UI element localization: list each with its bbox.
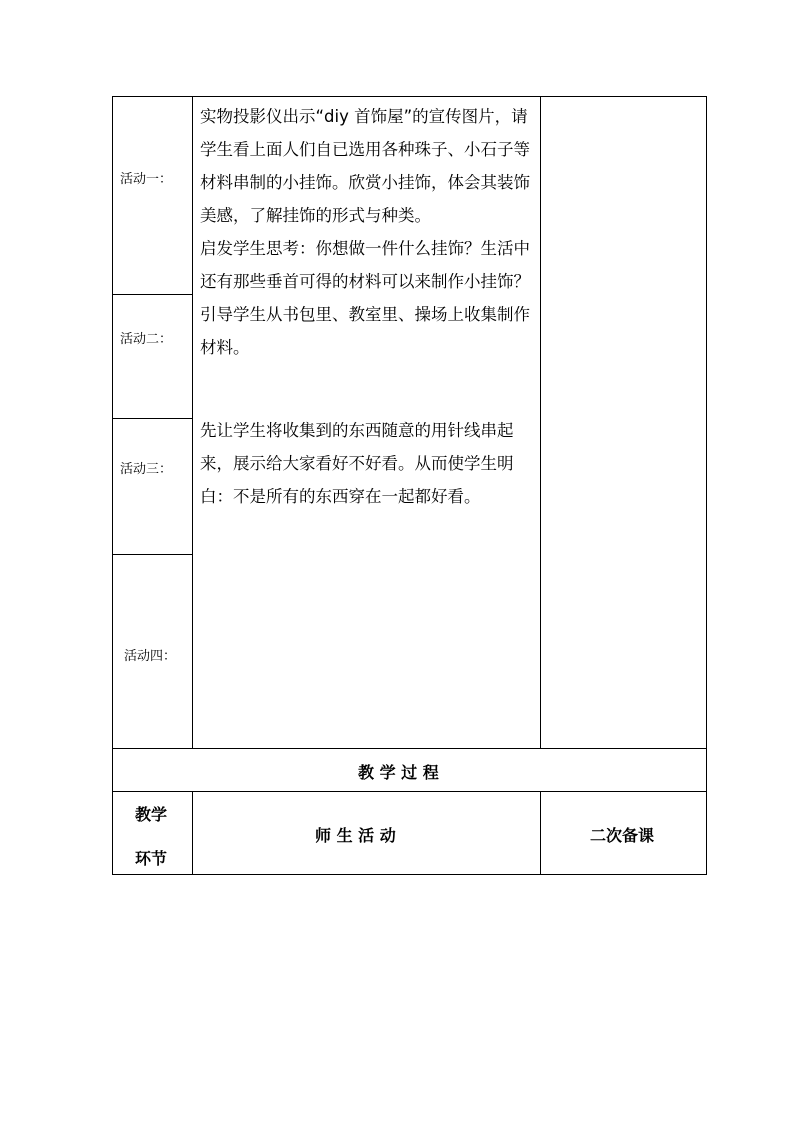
activity-3-label: 活动三： (120, 462, 173, 477)
activity-paragraph-4: 先让学生将收集到的东西随意的用针线串起来，展示给大家看好不好看。从而使学生明白：不是所有的东西穿在一起都好看。 (200, 421, 514, 506)
activity-2-label: 活动二： (120, 332, 173, 347)
column-divider-right (540, 96, 541, 748)
header-divider-left (192, 791, 193, 875)
teaching-stage-header-line1: 教学 (135, 805, 168, 824)
teacher-student-activity-header: 师 生 活 动 (315, 826, 396, 845)
activity-paragraph-3: 引导学生从书包里、教室里、操场上收集制作材料。 (200, 305, 530, 357)
activity-1-label: 活动一： (120, 172, 173, 187)
paragraph-spacer (200, 364, 540, 414)
header-divider-right (540, 791, 541, 875)
row-divider-process (112, 748, 707, 749)
row-divider-header (112, 791, 707, 792)
activity-4-label: 活动四： (124, 649, 177, 664)
teaching-stage-header-line2: 环节 (135, 849, 168, 868)
column-divider-left (192, 96, 193, 748)
activity-divider-1 (112, 294, 192, 295)
lesson-plan-table (112, 96, 707, 875)
teacher-student-activities (200, 100, 540, 513)
activity-paragraph-1: 实物投影仪出示“diy 首饰屋”的宣传图片，请学生看上面人们自已选用各种珠子、小石子等材料串制的小挂饰。欣赏小挂饰，体会其装饰美感，了解挂饰的形式与种类。 (200, 107, 530, 225)
activity-paragraph-2: 启发学生思考：你想做一件什么挂饰？生活中还有那些垂首可得的材料可以来制作小挂饰？ (200, 239, 530, 291)
activity-divider-3 (112, 554, 192, 555)
second-preparation-header: 二次备课 (590, 826, 655, 845)
activity-divider-2 (112, 418, 192, 419)
teaching-process-heading: 教 学 过 程 (358, 763, 439, 782)
